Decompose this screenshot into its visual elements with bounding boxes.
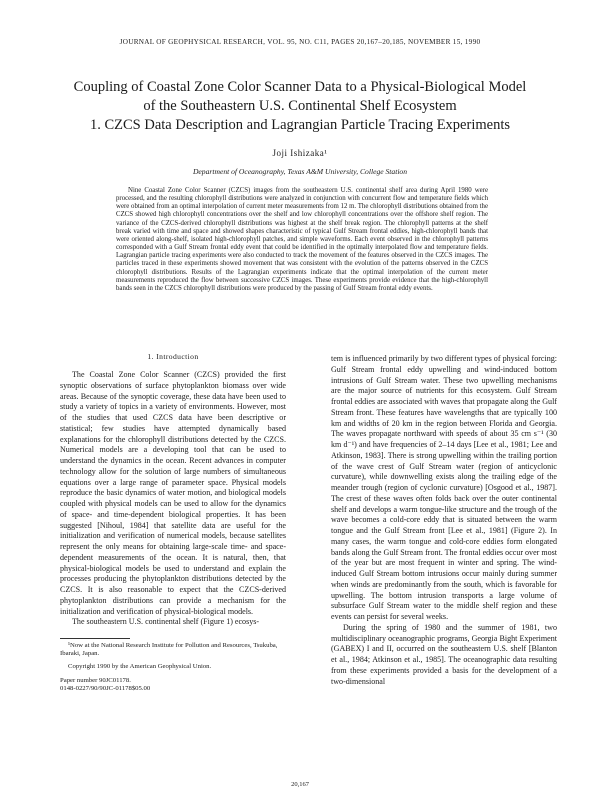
title-line-3: 1. CZCS Data Description and Lagrangian Particle Tracing Experiments [89,117,510,133]
paper-number: Paper number 90JC01178. [60,676,131,684]
footnote-rule [60,638,130,639]
right-column [331,354,557,687]
affiliation-footnote: ¹Now at the National Research Institute for Pollution and Resources, Tsukuba, Ibaraki, Japan. [60,642,278,658]
page-number: 20,167 [291,781,309,788]
journal-header: JOURNAL OF GEOPHYSICAL RESEARCH, VOL. 95, NO. C11, PAGES 20,167–20,185, NOVEMBER 15, 1990 [119,38,481,46]
right-paragraph-2: During the spring of 1980 and the summer of 1981, two multidisciplinary oceanographic programs, Georgia Bight Experiment (GABEX) I and II, occurred on the southeastern U.S. shelf [Blanton et al., 1984; Atkinson et al., 1985]. The oceanographic data resulting from these experiments provided a basis for the development of a two-dimensional [331,622,557,686]
left-paragraph-2: The southeastern U.S. continental shelf (Figure 1) ecosys- [72,617,260,627]
footnotes [60,642,286,693]
right-paragraph-1: tem is influenced primarily by two different types of physical forcing: Gulf Stream frontal eddy upwelling and wind-induced bottom intrusions of Gulf Stream water. These two upwelling mechanisms are the major source of nutrients for this ecosystem. Gulf Stream frontal eddies are associated with waves that propagate along the Gulf Stream front. These features have wavelengths that are typically 100 km and widths of 20 km in the region between Florida and Georgia. The waves propagate northward with speeds of about 35 cm s⁻¹ (30 km d⁻¹) and have frequencies of 2–14 days [Lee et al., 1981; Lee and Atkinson, 1983]. There is strong upwelling within the trailing portion of the wave crest of Gulf Stream water (region of anticyclonic curvature), while downwelling exists along the trailing edge of the meander trough (region of cyclonic curvature) [Osgood et al., 1987]. The crest of these waves often folds back over the outer continental shelf and develops a warm tongue-like structure and the trough of the wave becomes a cold-core eddy that is situated between the warm tongue and the Gulf Stream front [Lee et al., 1981] (Figure 2). In many cases, the warm tongue and cold-core eddies form elongated bands along the Gulf Stream front. The frontal eddies occur over most of the year but are most frequent in winter and spring. The wind-induced Gulf Stream bottom intrusions occur mainly during summer when winds are predominantly from the south, which is favorable for upwelling. The bottom intrusion transports a large volume of subsurface Gulf Stream water to the middle shelf region and these events can persist for several weeks. [331,354,557,621]
section-heading: 1. Introduction [147,352,199,361]
author-affiliation: Department of Oceanography, Texas A&M University, College Station [192,167,408,176]
abstract [116,187,488,293]
copyright-notice: Copyright 1990 by the American Geophysical Union. [68,663,212,671]
title-line-2: of the Southeastern U.S. Continental Shelf Ecosystem [143,98,457,114]
author-name: Joji Ishizaka¹ [272,148,328,158]
paper-title [40,78,560,135]
left-paragraph-1: The Coastal Zone Color Scanner (CZCS) provided the first synoptic observations of surface phytoplankton biomass over wide areas. Because of the synoptic coverage, these data have been used to study a variety of topics in a variety of environments. However, most of the studies that used CZCS data have been descriptive or statistical; few studies have attempted dynamically based explanations for the chlorophyll distributions detected by the CZCS. Numerical models are a developing tool that can be used to understand the dynamics in the ocean. Recent advances in computer technology allow for the solution of large numbers of simultaneous equations over a large range of parameter space. Physical models reproduce the basic dynamics of water motion, and biological models coupled with physical models can be used to allow for the dynamics of space- and time-dependent biological properties. It has been suggested [Nihoul, 1984] that satellite data are useful for the initialization and verification of numerical models, because satellites represent the only means for obtaining large-scale time- and space-dependent measurements of the ocean. It is natural, then, that physical-biological models be used to understand and explain the processes producing the phytoplankton distributions detected by the CZCS. It is also reasonable to expect that the CZCS-derived phytoplankton distributions can provide a mechanism for the initialization and verification of physical-biological models. [60,370,286,616]
left-column [60,370,286,628]
abstract-text: Nine Coastal Zone Color Scanner (CZCS) images from the southeastern U.S. continental shelf area during April 1980 were processed, and the resulting chlorophyll distributions were analyzed in conjunction with concurrent flow and temperature fields which were obtained from an optimal interpolation of current meter measurements from 12 m. The chlorophyll distributions obtained from the CZCS showed high chlorophyll concentrations over the shelf and low chlorophyll concentrations over the offshore shelf region. The variance of the CZCS-derived chlorophyll distributions was highest at the shelf break region. The chlorophyll patterns at the shelf break varied with time and space and showed shapes characteristic of typical Gulf Stream frontal eddies, high-chlorophyll bands that were oriented along-shelf, isolated high-chlorophyll patches, and simple waveforms. Each event observed in the chlorophyll patterns corresponded with a Gulf Stream frontal eddy event that could be identified in the optimally interpolated flow and temperature fields. Lagrangian particle tracing experiments were also conducted to track the movement of the features observed in the CZCS images. The particles traced in these experiments showed movement that was consistent with the evolution of the patterns observed in the CZCS chlorophyll distributions. Results of the Lagrangian experiments indicate that the optimal interpolation of the current meter measurements reproduced the flow between successive CZCS images. These experiments provide evidence that the high-chlorophyll bands seen in the CZCS chlorophyll distributions were produced by the passing of Gulf Stream frontal eddy events. [116,187,488,292]
issn-code: 0148-0227/90/90JC-01178$05.00 [60,684,151,692]
title-line-1: Coupling of Coastal Zone Color Scanner Data to a Physical-Biological Model [73,79,527,95]
